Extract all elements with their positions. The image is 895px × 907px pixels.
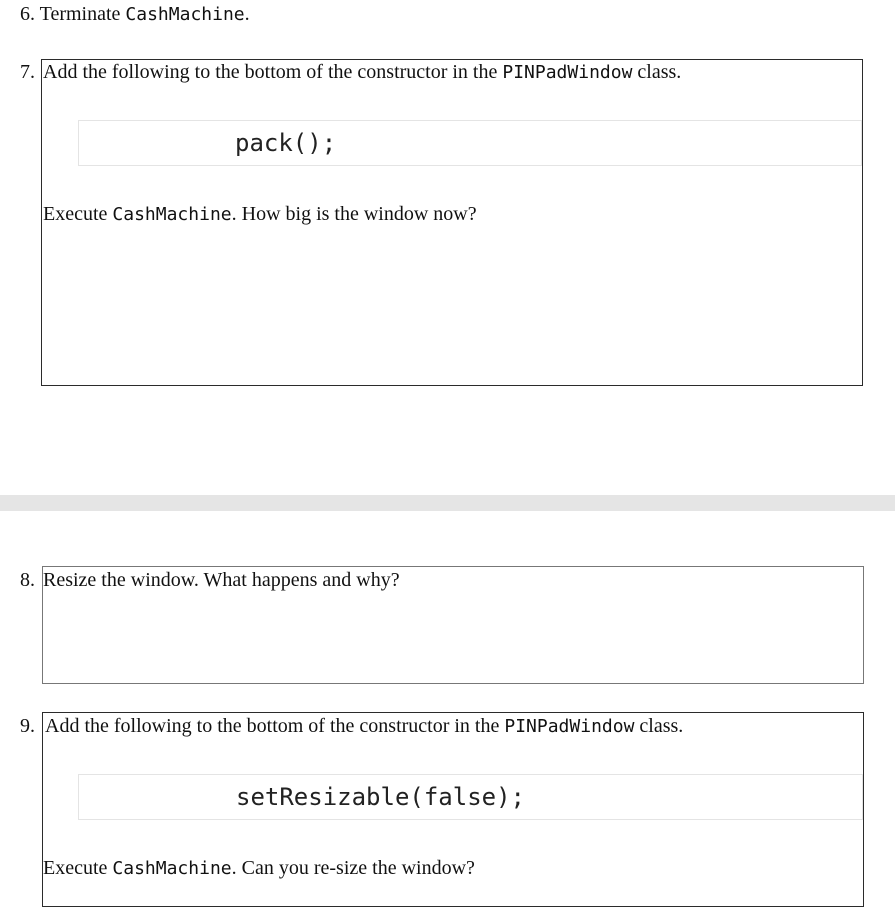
item-9-exec-text-end: . Can you re-size the window? xyxy=(231,857,475,879)
item-9-question xyxy=(43,857,475,880)
item-9-text: Add the following to the bottom of the constructor in the xyxy=(45,715,505,737)
item-9-text-end: class. xyxy=(634,715,684,737)
item-7-code-block xyxy=(78,120,862,166)
item-9-exec-text: Execute xyxy=(43,857,113,879)
item-7-number: 7. xyxy=(20,61,35,83)
item-8-question: Resize the window. What happens and why? xyxy=(43,569,400,591)
item-6-instruction xyxy=(20,3,250,26)
item-6-number: 6. xyxy=(20,3,35,25)
item-9-code-text: setResizable(false); xyxy=(236,783,525,811)
item-7-exec-text: Execute xyxy=(43,203,113,225)
item-9-instruction xyxy=(45,715,683,738)
item-7-code-text: pack(); xyxy=(235,129,337,157)
item-9-number: 9. xyxy=(20,715,35,737)
item-6-code: CashMachine xyxy=(125,4,245,25)
item-6-text: Terminate xyxy=(39,3,126,25)
item-7-class-code: PINPadWindow xyxy=(502,62,633,83)
item-9-exec-code: CashMachine xyxy=(112,858,232,879)
item-6-text-end: . xyxy=(244,3,250,25)
item-9-class-code: PINPadWindow xyxy=(504,716,635,737)
item-7-text: Add the following to the bottom of the constructor in the xyxy=(43,61,503,83)
item-7-instruction xyxy=(43,61,681,84)
item-7-exec-code: CashMachine xyxy=(112,204,232,225)
item-9-code-block xyxy=(78,774,863,820)
item-8-number: 8. xyxy=(20,569,35,591)
page-separator xyxy=(0,495,895,511)
item-7-exec-text-end: . How big is the window now? xyxy=(231,203,477,225)
item-7-question xyxy=(43,203,477,226)
item-7-text-end: class. xyxy=(632,61,682,83)
